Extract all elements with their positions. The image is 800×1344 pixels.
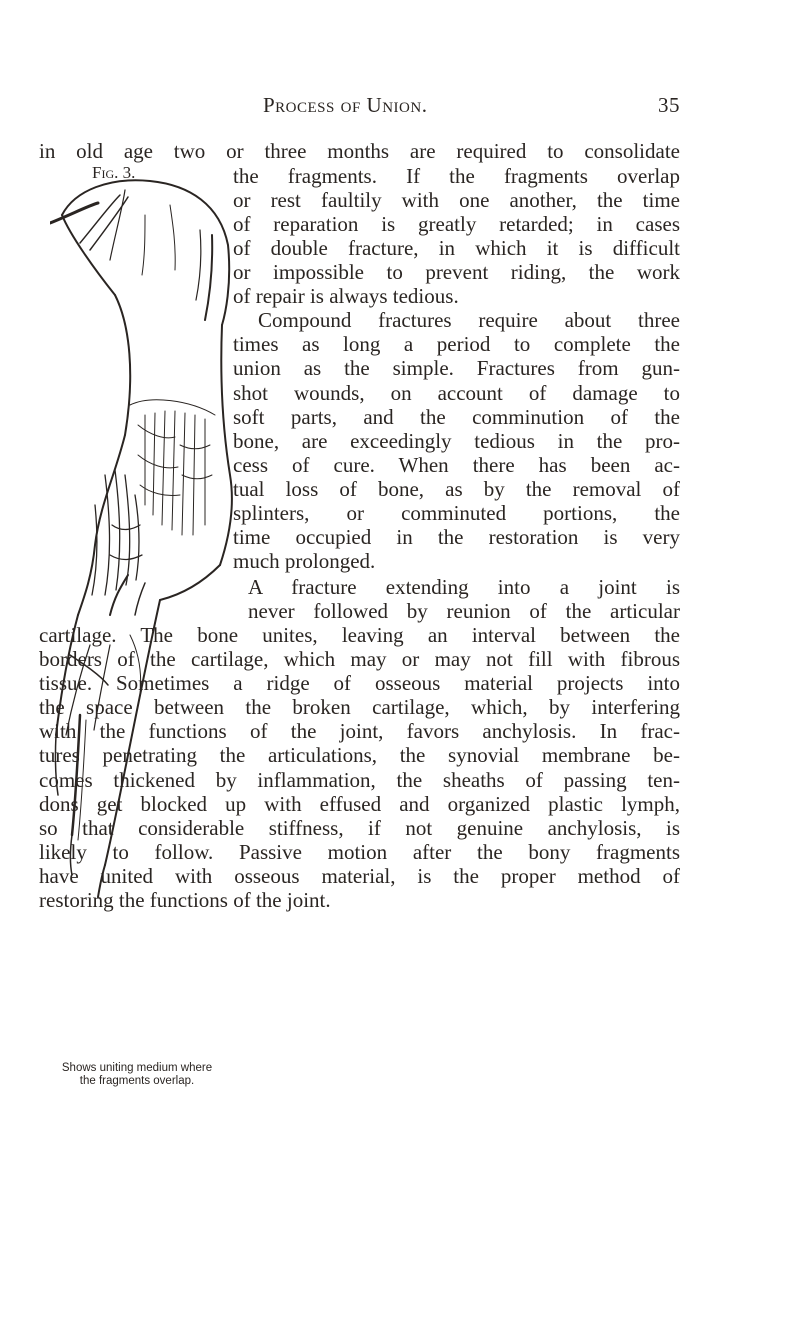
text-line: splinters, or comminuted portions, the	[233, 501, 680, 525]
text-line: or rest faultily with one another, the time	[233, 188, 680, 212]
text-line: so that considerable stiffness, if not genuine anchylosis, is	[39, 816, 680, 840]
text-line: or impossible to prevent riding, the work	[233, 260, 680, 284]
text-line: dons get blocked up with effused and organized plastic lymph,	[39, 792, 680, 816]
text-line: cartilage. The bone unites, leaving an interval between the	[39, 623, 680, 647]
text-line: union as the simple. Fractures from gun-	[233, 356, 680, 380]
text-line: the space between the broken cartilage, which, by interfering	[39, 695, 680, 719]
text-line: the fragments. If the fragments overlap	[233, 164, 680, 188]
figure-caption-line: the fragments overlap.	[79, 1075, 195, 1087]
figure-caption-line: Shows uniting medium where	[61, 1062, 213, 1074]
text-line: bone, are exceedingly tedious in the pro-	[233, 429, 680, 453]
text-line: cess of cure. When there has been ac-	[233, 453, 680, 477]
text-line: have united with osseous material, is the proper method of	[39, 864, 680, 888]
text-line: shot wounds, on account of damage to	[233, 381, 680, 405]
figure-label: Fig. 3.	[92, 163, 136, 182]
header-title: Process of Union.	[263, 93, 428, 117]
text-line: of double fracture, in which it is difficult	[233, 236, 680, 260]
text-line: in old age two or three months are required to consolidate	[39, 139, 680, 163]
text-line: soft parts, and the comminution of the	[233, 405, 680, 429]
text-line: comes thickened by inflammation, the sheaths of passing ten-	[39, 768, 680, 792]
bone-fracture-illustration	[50, 175, 240, 1065]
text-line: borders of the cartilage, which may or may not fill with fibrous	[39, 647, 680, 671]
text-line: tual loss of bone, as by the removal of	[233, 477, 680, 501]
page-number: 35	[658, 93, 680, 117]
text-line: of reparation is greatly retarded; in cases	[233, 212, 680, 236]
text-line: times as long a period to complete the	[233, 332, 680, 356]
text-line: tures penetrating the articulations, the synovial membrane be-	[39, 743, 680, 767]
text-line: much prolonged.	[233, 549, 376, 573]
text-line: never followed by reunion of the articular	[248, 599, 680, 623]
text-line: likely to follow. Passive motion after the bony fragments	[39, 840, 680, 864]
text-line: restoring the functions of the joint.	[39, 888, 331, 912]
figure-caption	[32, 1062, 242, 1088]
text-line: tissue. Sometimes a ridge of osseous material projects into	[39, 671, 680, 695]
text-line: A fracture extending into a joint is	[248, 575, 680, 599]
text-line: Compound fractures require about three	[258, 308, 680, 332]
text-line: with the functions of the joint, favors anchylosis. In frac-	[39, 719, 680, 743]
text-line: of repair is always tedious.	[233, 284, 459, 308]
text-line: time occupied in the restoration is very	[233, 525, 680, 549]
